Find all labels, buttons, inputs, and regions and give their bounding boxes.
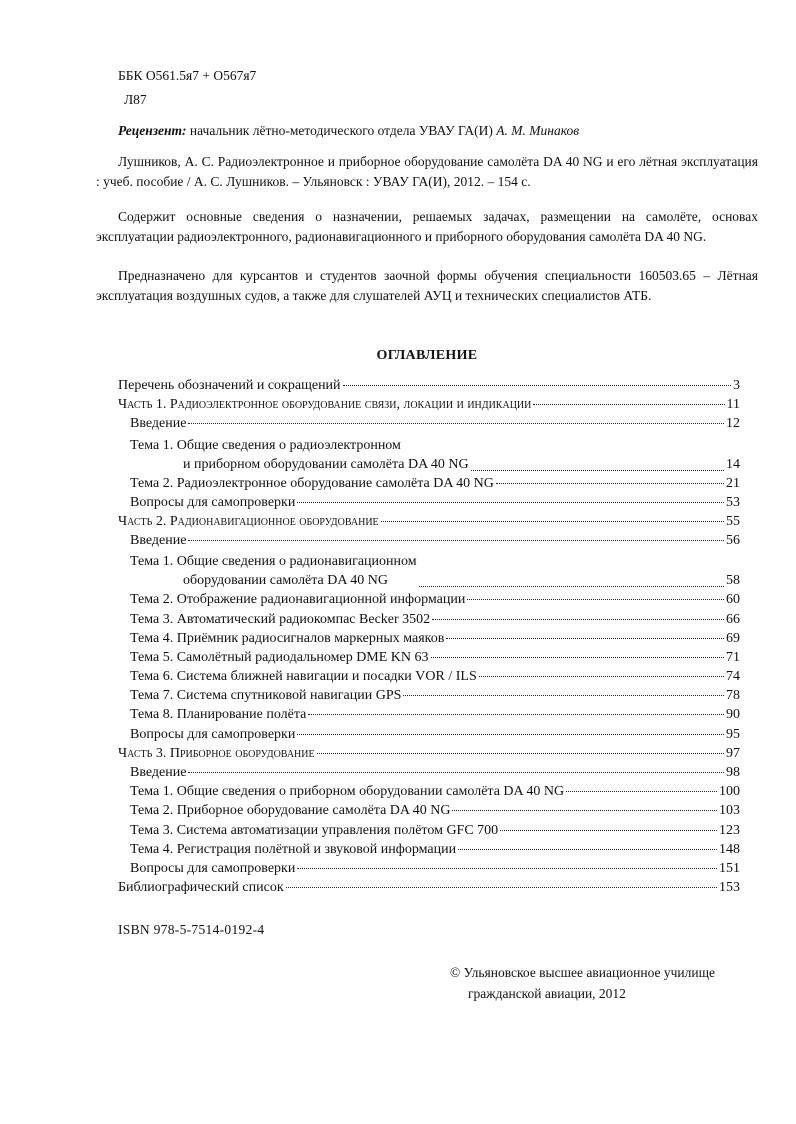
toc-entry-page: 66: [726, 611, 740, 627]
toc-entry-title: Тема 3. Автоматический радиокомпас Becker 3502: [130, 611, 431, 627]
toc-leader: [188, 540, 724, 541]
toc-leader: [500, 830, 717, 831]
toc-entry-page: 151: [719, 860, 740, 876]
toc-entry-page: 74: [726, 669, 740, 685]
toc-entry[interactable]: [118, 493, 740, 512]
toc-entry-page: 71: [726, 649, 740, 665]
toc-entry-title: Часть 2. Радионавигационное оборудование: [118, 513, 379, 529]
toc-leader: [188, 772, 724, 773]
table-of-contents: [118, 376, 740, 897]
toc-entry-title: Вопросы для самопроверки: [130, 860, 296, 876]
toc-entry-title: Тема 4. Регистрация полётной и звуковой информации: [130, 841, 457, 857]
toc-entry-page: 12: [726, 416, 740, 432]
toc-leader: [471, 470, 724, 471]
toc-entry[interactable]: [118, 725, 740, 744]
toc-leader: [297, 502, 724, 503]
toc-entry[interactable]: [118, 434, 740, 474]
toc-entry[interactable]: [118, 840, 740, 859]
toc-entry-title: Тема 2. Приборное оборудование самолёта DA 40 NG: [130, 803, 451, 819]
toc-leader: [566, 791, 717, 792]
toc-entry-page: 56: [726, 533, 740, 549]
toc-entry-page: 148: [719, 841, 740, 857]
toc-leader: [496, 483, 724, 484]
toc-entry-title: Часть 1. Радиоэлектронное оборудование связи, локации и индикации: [118, 397, 532, 413]
toc-entry[interactable]: [118, 531, 740, 550]
toc-leader: [343, 385, 731, 386]
toc-entry[interactable]: [118, 648, 740, 667]
toc-leader: [403, 695, 724, 696]
toc-entry-title: Тема 3. Система автоматизации управления полётом GFC 700: [130, 822, 499, 838]
bbk-classification: ББК О561.5я7 + О567я7: [118, 68, 257, 83]
toc-entry[interactable]: [118, 376, 740, 395]
toc-entry-title: Введение: [130, 765, 187, 780]
toc-entry-page: 69: [726, 630, 740, 646]
purpose-statement: Предназначено для курсантов и студентов заочной формы обучения специальности 160503.65 – Лётная эксплуатация воздушных судов, а также для слушателей АУЦ и технических специалистов АТБ.: [96, 268, 758, 303]
toc-leader: [432, 619, 724, 620]
toc-leader: [467, 599, 724, 600]
toc-entry-title: Вопросы для самопроверки: [130, 494, 296, 510]
toc-entry-title-cont: оборудовании самолёта DA 40 NG: [183, 573, 388, 589]
isbn: ISBN 978-5-7514-0192-4: [118, 922, 265, 937]
toc-entry[interactable]: [118, 474, 740, 493]
toc-leader: [479, 676, 724, 677]
toc-entry-title: Перечень обозначений и сокращений: [118, 378, 341, 393]
toc-entry-page: 11: [726, 397, 740, 413]
toc-entry-title: Тема 4. Приёмник радиосигналов маркерных маяков: [130, 630, 445, 646]
toc-entry-page: 153: [719, 880, 740, 896]
toc-entry-title: Часть 3. Приборное оборудование: [118, 745, 315, 761]
toc-entry-title: Тема 1. Общие сведения о приборном оборудовании самолёта DA 40 NG: [130, 784, 565, 800]
toc-entry[interactable]: [118, 878, 740, 897]
toc-leader: [297, 734, 724, 735]
toc-leader: [317, 753, 724, 754]
toc-entry[interactable]: [118, 667, 740, 686]
toc-entry[interactable]: [118, 590, 740, 609]
toc-part[interactable]: [118, 395, 740, 414]
toc-leader: [308, 714, 724, 715]
toc-entry[interactable]: [118, 414, 740, 433]
toc-entry-title: Тема 1. Общие сведения о радионавигационном: [130, 554, 417, 570]
annotation: Содержит основные сведения о назначении, решаемых задачах, размещении на самолёте, основах эксплуатации радиоэлектронного, радионавигационного и приборного оборудования самолёта DA 40 NG.: [96, 209, 758, 244]
toc-entry-title: Тема 6. Система ближней навигации и посадки VOR / ILS: [130, 669, 477, 685]
toc-entry-title: Тема 2. Отображение радионавигационной информации: [130, 592, 466, 608]
toc-entry-title: Тема 2. Радиоэлектронное оборудование самолёта DA 40 NG: [130, 475, 494, 491]
toc-entry-page: 90: [726, 707, 740, 723]
toc-entry[interactable]: [118, 821, 740, 840]
toc-part[interactable]: [118, 512, 740, 531]
toc-entry[interactable]: [118, 859, 740, 878]
toc-entry-title: Тема 7. Система спутниковой навигации GPS: [130, 688, 402, 704]
toc-entry-title: Библиографический список: [118, 880, 284, 896]
toc-title: ОГЛАВЛЕНИЕ: [376, 348, 478, 363]
toc-leader: [533, 404, 724, 405]
toc-leader: [446, 638, 724, 639]
toc-entry-title-cont: и приборном оборудовании самолёта DA 40 NG: [183, 456, 469, 472]
toc-entry-title: Введение: [130, 416, 187, 432]
toc-entry-title: Вопросы для самопроверки: [130, 726, 296, 742]
toc-entry[interactable]: [118, 686, 740, 705]
toc-entry-page: 95: [726, 726, 740, 742]
toc-leader: [188, 423, 724, 424]
toc-entry-page: 78: [726, 688, 740, 704]
toc-leader: [419, 586, 724, 587]
toc-leader: [286, 887, 717, 888]
toc-entry-page: 103: [719, 803, 740, 819]
toc-entry-page: 14: [726, 456, 740, 472]
toc-entry[interactable]: [118, 782, 740, 801]
reviewer-position: начальник лётно-методического отдела УВАУ ГА(И): [186, 123, 497, 138]
toc-entry[interactable]: [118, 610, 740, 629]
toc-entry-title: Введение: [130, 533, 187, 549]
toc-entry[interactable]: [118, 629, 740, 648]
toc-entry-page: 55: [726, 513, 740, 529]
toc-entry[interactable]: [118, 763, 740, 782]
toc-entry[interactable]: [118, 705, 740, 724]
toc-leader: [458, 849, 717, 850]
reviewer-name: А. М. Минаков: [496, 123, 580, 138]
toc-leader: [381, 521, 724, 522]
toc-entry-page: 123: [719, 822, 740, 838]
copyright-line-2: гражданской авиации, 2012: [468, 986, 626, 1001]
toc-entry-page: 60: [726, 592, 740, 608]
toc-entry-page: 58: [726, 573, 740, 589]
bibliographic-record: Лушников, А. С. Радиоэлектронное и приборное оборудование самолёта DA 40 NG и его лётная эксплуатация : учеб. пособие / А. С. Лушников. – Ульяновск : УВАУ ГА(И), 2012. – 154 с.: [96, 154, 758, 189]
copyright-line-1: © Ульяновское высшее авиационное училище: [450, 965, 716, 980]
toc-entry-page: 53: [726, 494, 740, 510]
toc-entry-title: Тема 8. Планирование полёта: [130, 707, 307, 723]
reviewer-label: Рецензент:: [118, 123, 187, 138]
toc-entry-page: 98: [726, 765, 740, 780]
toc-entry[interactable]: [118, 801, 740, 820]
toc-entry-title: Тема 1. Общие сведения о радиоэлектронном: [130, 437, 401, 453]
author-code: Л87: [124, 92, 147, 107]
toc-entry[interactable]: [118, 550, 740, 590]
toc-leader: [297, 868, 717, 869]
toc-entry-page: 100: [719, 784, 740, 800]
reviewer-line: [118, 121, 758, 140]
toc-entry-page: 3: [733, 378, 740, 393]
toc-leader: [431, 657, 724, 658]
copyright: [450, 962, 750, 1004]
toc-entry-title: Тема 5. Самолётный радиодальномер DME KN 63: [130, 649, 429, 665]
toc-part[interactable]: [118, 744, 740, 763]
toc-entry-page: 97: [726, 745, 740, 761]
toc-entry-page: 21: [726, 475, 740, 491]
toc-leader: [452, 810, 717, 811]
